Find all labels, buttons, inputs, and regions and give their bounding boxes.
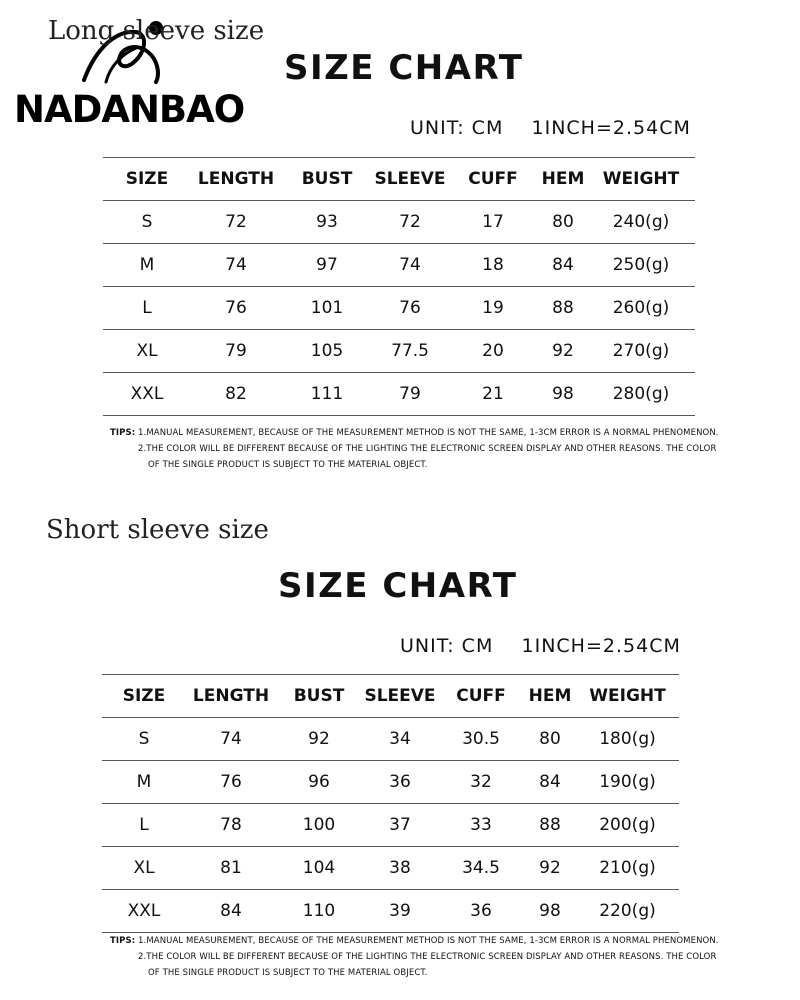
cell-hem: 98 (539, 373, 587, 416)
cell-hem: 92 (524, 847, 576, 890)
table-row (103, 201, 695, 244)
cell-hem: 84 (539, 244, 587, 287)
cell-length: 81 (186, 847, 276, 890)
column-header-bust: BUST (281, 158, 373, 201)
cell-length: 74 (186, 718, 276, 761)
cell-cuff: 17 (447, 201, 539, 244)
table-row (103, 330, 695, 373)
cell-length: 76 (186, 761, 276, 804)
table-row (103, 244, 695, 287)
tips-block (110, 425, 719, 473)
cell-length: 79 (191, 330, 281, 373)
cell-bust: 111 (281, 373, 373, 416)
cell-bust: 92 (276, 718, 362, 761)
cell-sleeve: 74 (373, 244, 447, 287)
cell-cuff: 34.5 (438, 847, 524, 890)
column-header-hem: HEM (539, 158, 587, 201)
unit-line (410, 117, 691, 139)
cell-size: M (102, 761, 186, 804)
cell-cuff: 19 (447, 287, 539, 330)
tip-line-2: 2.THE COLOR WILL BE DIFFERENT BECAUSE OF THE LIGHTING THE ELECTRONIC SCREEN DISPLAY AND OTHER REASONS. THE COLOR (138, 952, 717, 962)
cell-cuff: 18 (447, 244, 539, 287)
tip-line-1: 1.MANUAL MEASUREMENT, BECAUSE OF THE MEASUREMENT METHOD IS NOT THE SAME, 1-3CM ERROR IS A NORMAL PHENOMENON. (138, 936, 719, 946)
cell-length: 84 (186, 890, 276, 933)
chart-title: SIZE CHART (278, 566, 518, 606)
cell-hem: 98 (524, 890, 576, 933)
table-header-row (103, 158, 695, 201)
brand-name: NADANBAO (14, 88, 245, 131)
tip-line-2: 2.THE COLOR WILL BE DIFFERENT BECAUSE OF THE LIGHTING THE ELECTRONIC SCREEN DISPLAY AND OTHER REASONS. THE COLOR (138, 444, 717, 454)
cell-bust: 110 (276, 890, 362, 933)
cell-weight: 220(g) (576, 890, 679, 933)
cell-length: 76 (191, 287, 281, 330)
cell-sleeve: 34 (362, 718, 438, 761)
cell-size: S (102, 718, 186, 761)
cell-cuff: 36 (438, 890, 524, 933)
cell-hem: 92 (539, 330, 587, 373)
column-header-cuff: CUFF (447, 158, 539, 201)
column-header-size: SIZE (103, 158, 191, 201)
cell-hem: 88 (539, 287, 587, 330)
cell-sleeve: 76 (373, 287, 447, 330)
cell-weight: 260(g) (587, 287, 695, 330)
column-header-hem: HEM (524, 675, 576, 718)
column-header-bust: BUST (276, 675, 362, 718)
tips-block (110, 933, 719, 981)
cell-weight: 200(g) (576, 804, 679, 847)
cell-cuff: 32 (438, 761, 524, 804)
cell-length: 74 (191, 244, 281, 287)
cell-weight: 250(g) (587, 244, 695, 287)
cell-size: XXL (103, 373, 191, 416)
table-row (102, 718, 679, 761)
cell-bust: 96 (276, 761, 362, 804)
cell-size: L (103, 287, 191, 330)
cell-sleeve: 77.5 (373, 330, 447, 373)
section-label-short-sleeve: Short sleeve size (46, 515, 269, 545)
cell-weight: 270(g) (587, 330, 695, 373)
cell-sleeve: 36 (362, 761, 438, 804)
inch-conversion: 1INCH=2.54CM (531, 117, 691, 139)
cell-sleeve: 38 (362, 847, 438, 890)
section-label-long-sleeve: Long sleeve size (48, 16, 265, 46)
column-header-weight: WEIGHT (576, 675, 679, 718)
cell-weight: 180(g) (576, 718, 679, 761)
unit-label: UNIT: CM (410, 117, 504, 139)
cell-length: 78 (186, 804, 276, 847)
cell-cuff: 21 (447, 373, 539, 416)
column-header-sleeve: SLEEVE (362, 675, 438, 718)
cell-size: XXL (102, 890, 186, 933)
column-header-size: SIZE (102, 675, 186, 718)
cell-sleeve: 72 (373, 201, 447, 244)
cell-bust: 97 (281, 244, 373, 287)
cell-size: L (102, 804, 186, 847)
cell-bust: 93 (281, 201, 373, 244)
table-row (102, 890, 679, 933)
cell-weight: 190(g) (576, 761, 679, 804)
cell-hem: 80 (539, 201, 587, 244)
cell-weight: 210(g) (576, 847, 679, 890)
cell-weight: 240(g) (587, 201, 695, 244)
tip-line-3: OF THE SINGLE PRODUCT IS SUBJECT TO THE MATERIAL OBJECT. (148, 460, 428, 470)
column-header-weight: WEIGHT (587, 158, 695, 201)
chart-title: SIZE CHART (284, 48, 524, 88)
inch-conversion: 1INCH=2.54CM (521, 635, 681, 657)
cell-bust: 104 (276, 847, 362, 890)
column-header-length: LENGTH (191, 158, 281, 201)
cell-bust: 105 (281, 330, 373, 373)
size-table-short-sleeve (102, 674, 679, 933)
table-row (102, 847, 679, 890)
tips-label: TIPS: (110, 428, 136, 438)
cell-size: S (103, 201, 191, 244)
cell-length: 72 (191, 201, 281, 244)
cell-weight: 280(g) (587, 373, 695, 416)
tip-line-1: 1.MANUAL MEASUREMENT, BECAUSE OF THE MEASUREMENT METHOD IS NOT THE SAME, 1-3CM ERROR IS A NORMAL PHENOMENON. (138, 428, 719, 438)
column-header-length: LENGTH (186, 675, 276, 718)
size-table-long-sleeve (103, 157, 695, 416)
tip-line-3: OF THE SINGLE PRODUCT IS SUBJECT TO THE MATERIAL OBJECT. (148, 968, 428, 978)
column-header-cuff: CUFF (438, 675, 524, 718)
cell-hem: 84 (524, 761, 576, 804)
cell-size: XL (103, 330, 191, 373)
cell-sleeve: 79 (373, 373, 447, 416)
cell-bust: 101 (281, 287, 373, 330)
cell-hem: 80 (524, 718, 576, 761)
unit-line (400, 635, 681, 657)
cell-length: 82 (191, 373, 281, 416)
cell-bust: 100 (276, 804, 362, 847)
cell-hem: 88 (524, 804, 576, 847)
cell-cuff: 33 (438, 804, 524, 847)
cell-cuff: 20 (447, 330, 539, 373)
table-header-row (102, 675, 679, 718)
table-row (103, 373, 695, 416)
cell-sleeve: 39 (362, 890, 438, 933)
cell-size: M (103, 244, 191, 287)
unit-label: UNIT: CM (400, 635, 494, 657)
tips-label: TIPS: (110, 936, 136, 946)
table-row (102, 761, 679, 804)
cell-size: XL (102, 847, 186, 890)
table-row (102, 804, 679, 847)
cell-sleeve: 37 (362, 804, 438, 847)
column-header-sleeve: SLEEVE (373, 158, 447, 201)
cell-cuff: 30.5 (438, 718, 524, 761)
table-row (103, 287, 695, 330)
